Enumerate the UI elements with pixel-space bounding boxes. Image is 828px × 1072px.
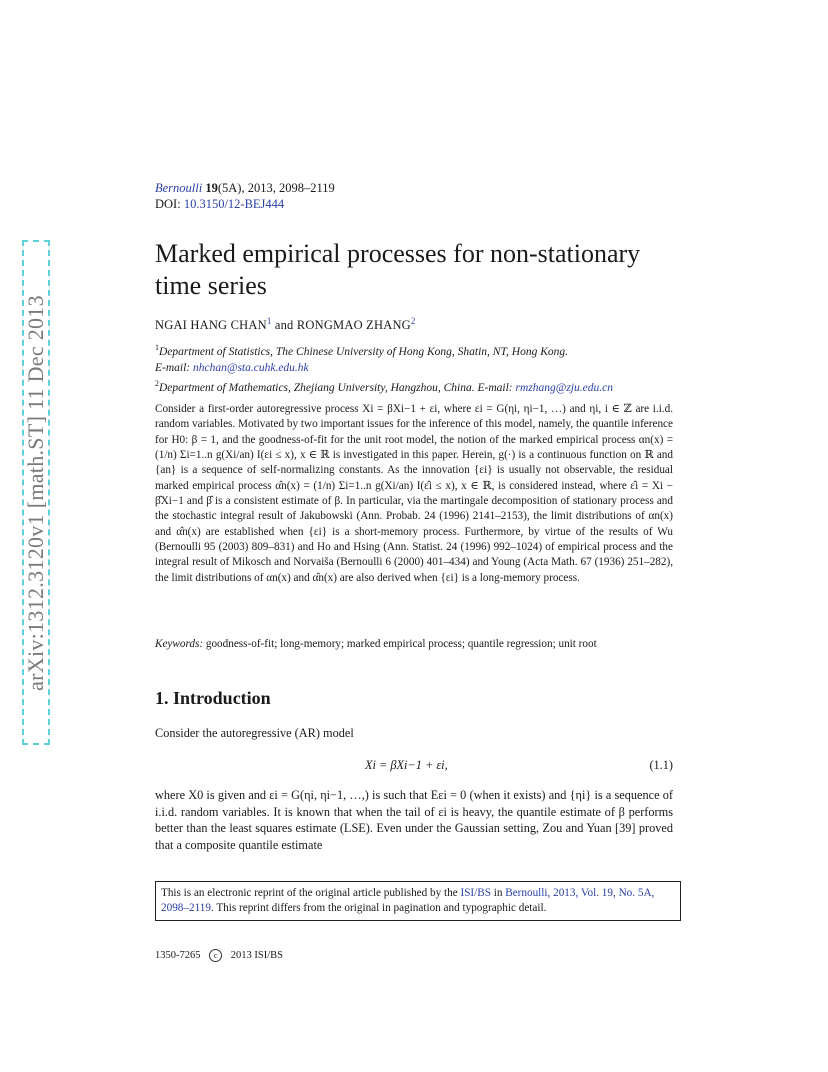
email-link[interactable]: rmzhang@zju.edu.cn xyxy=(515,381,613,394)
affiliation-mark: 1 xyxy=(155,343,159,352)
affiliation-mark: 2 xyxy=(155,378,159,388)
journal-issue-pages: (5A), 2013, 2098–2119 xyxy=(217,181,335,195)
affiliation-ref[interactable]: 1 xyxy=(266,316,272,326)
journal-volume: 19 xyxy=(205,181,218,195)
author-list xyxy=(155,316,673,333)
doi-label: DOI: xyxy=(155,197,181,211)
affiliation-text: Department of Statistics, The Chinese University of Hong Kong, Shatin, NT, Hong Kong. xyxy=(159,345,568,358)
email-link[interactable]: nhchan@sta.cuhk.edu.hk xyxy=(193,361,309,374)
author-name: NGAI HANG CHAN xyxy=(155,318,267,333)
author-name: RONGMAO ZHANG xyxy=(296,318,411,333)
section-number: 1. xyxy=(155,688,169,708)
doi-link[interactable]: 10.3150/12-BEJ444 xyxy=(183,197,285,211)
copyright-text: 2013 ISI/BS xyxy=(230,950,283,961)
journal-info xyxy=(155,180,673,212)
reprint-text-end: . This reprint differs from the original in pagination and typographic detail. xyxy=(210,902,547,914)
intro-sentence: Consider the autoregressive (AR) model xyxy=(155,726,354,740)
body-paragraph: where X0 is given and εi = G(ηi, ηi−1, …,) is such that Eεi = 0 (when it exists) and {ηi} is a sequence of i.i.d. random variables. It is known that when the tail of εi is heavy, the quantile estimate of β performs better than the least squares estimate (LSE). Even under the Gaussian setting, Zou and Yuan [39] proved that a composite quantile estimate xyxy=(155,788,673,852)
keywords-label: Keywords: xyxy=(155,638,204,650)
author-conjunction: and xyxy=(274,318,294,333)
equation-body: Xi = βXi−1 + εi, xyxy=(365,758,448,772)
page-footer xyxy=(155,949,673,962)
affiliation-text: Department of Mathematics, Zhejiang University, Hangzhou, China. xyxy=(159,381,475,394)
keywords-text: goodness-of-fit; long-memory; marked empirical process; quantile regression; unit root xyxy=(205,638,597,650)
reprint-text: This is an electronic reprint of the original article published by the xyxy=(161,887,458,899)
arxiv-id: arXiv:1312.3120v1 [math.ST] 11 Dec 2013 xyxy=(23,294,48,691)
affiliation-ref[interactable]: 2 xyxy=(410,316,416,326)
issn: 1350-7265 xyxy=(155,950,201,961)
email-label: E-mail: xyxy=(477,381,513,394)
reprint-in: in xyxy=(493,887,503,899)
email-label: E-mail: xyxy=(155,361,191,374)
copyright-icon: c xyxy=(209,949,222,962)
journal-citation-link[interactable]: Bernoulli, 2013, Vol. 19, No. 5A, 2098–2119 xyxy=(161,887,655,914)
equation-number: (1.1) xyxy=(649,758,673,772)
abstract: Consider a first-order autoregressive process Xi = βXi−1 + εi, where εi = G(ηi, ηi−1, …) and ηi, i ∈ ℤ are i.i.d. random variables. Motivated by two important issues for the inference of this model, namely, the quantile inference for H0: β = 1, and the goodness-of-fit for the unit root model, the notion of the marked empirical process αn(x) = (1/n) Σi=1..n g(Xi/an) I(εi ≤ x), x ∈ ℝ is investigated in this paper. Herein, g(·) is a continuous function on ℝ and {an} is a sequence of self-normalizing constants. As the innovation {εi} is usually not observable, the residual marked empirical process α̂n(x) = (1/n) Σi=1..n g(Xi/an) I(ε̂i ≤ x), x ∈ ℝ, is considered instead, where ε̂i = Xi − β̂Xi−1 and β̂ is a consistent estimate of β. In particular, via the martingale decomposition of stationary process and the stochastic integral result of Jakubowski (Ann. Probab. 24 (1996) 2141–2153), the limit distributions of αn(x) and α̂n(x) are established when {εi} is a short-memory process. Furthermore, by virtue of the results of Wu (Bernoulli 95 (2003) 809–831) and Ho and Hsing (Ann. Statist. 24 (1996) 992–1024) of empirical process and the integral result of Mikosch and Norvaiša (Bernoulli 6 (2000) 401–434) and Young (Acta Math. 67 (1936) 251–282), the limit distributions of αn(x) and α̂n(x) are also derived when {εi} is a long-memory process. xyxy=(155,403,673,584)
journal-name-link[interactable]: Bernoulli xyxy=(155,181,203,195)
equation-1-1 xyxy=(155,758,673,776)
section-heading xyxy=(155,688,673,709)
paper-title: Marked empirical processes for non-stationary time series xyxy=(155,239,641,300)
publisher-link[interactable]: ISI/BS xyxy=(460,887,491,899)
section-title: Introduction xyxy=(173,688,271,708)
keywords xyxy=(155,637,673,653)
affiliations xyxy=(155,340,673,396)
reprint-notice xyxy=(155,881,681,921)
arxiv-sidebar xyxy=(22,240,50,745)
